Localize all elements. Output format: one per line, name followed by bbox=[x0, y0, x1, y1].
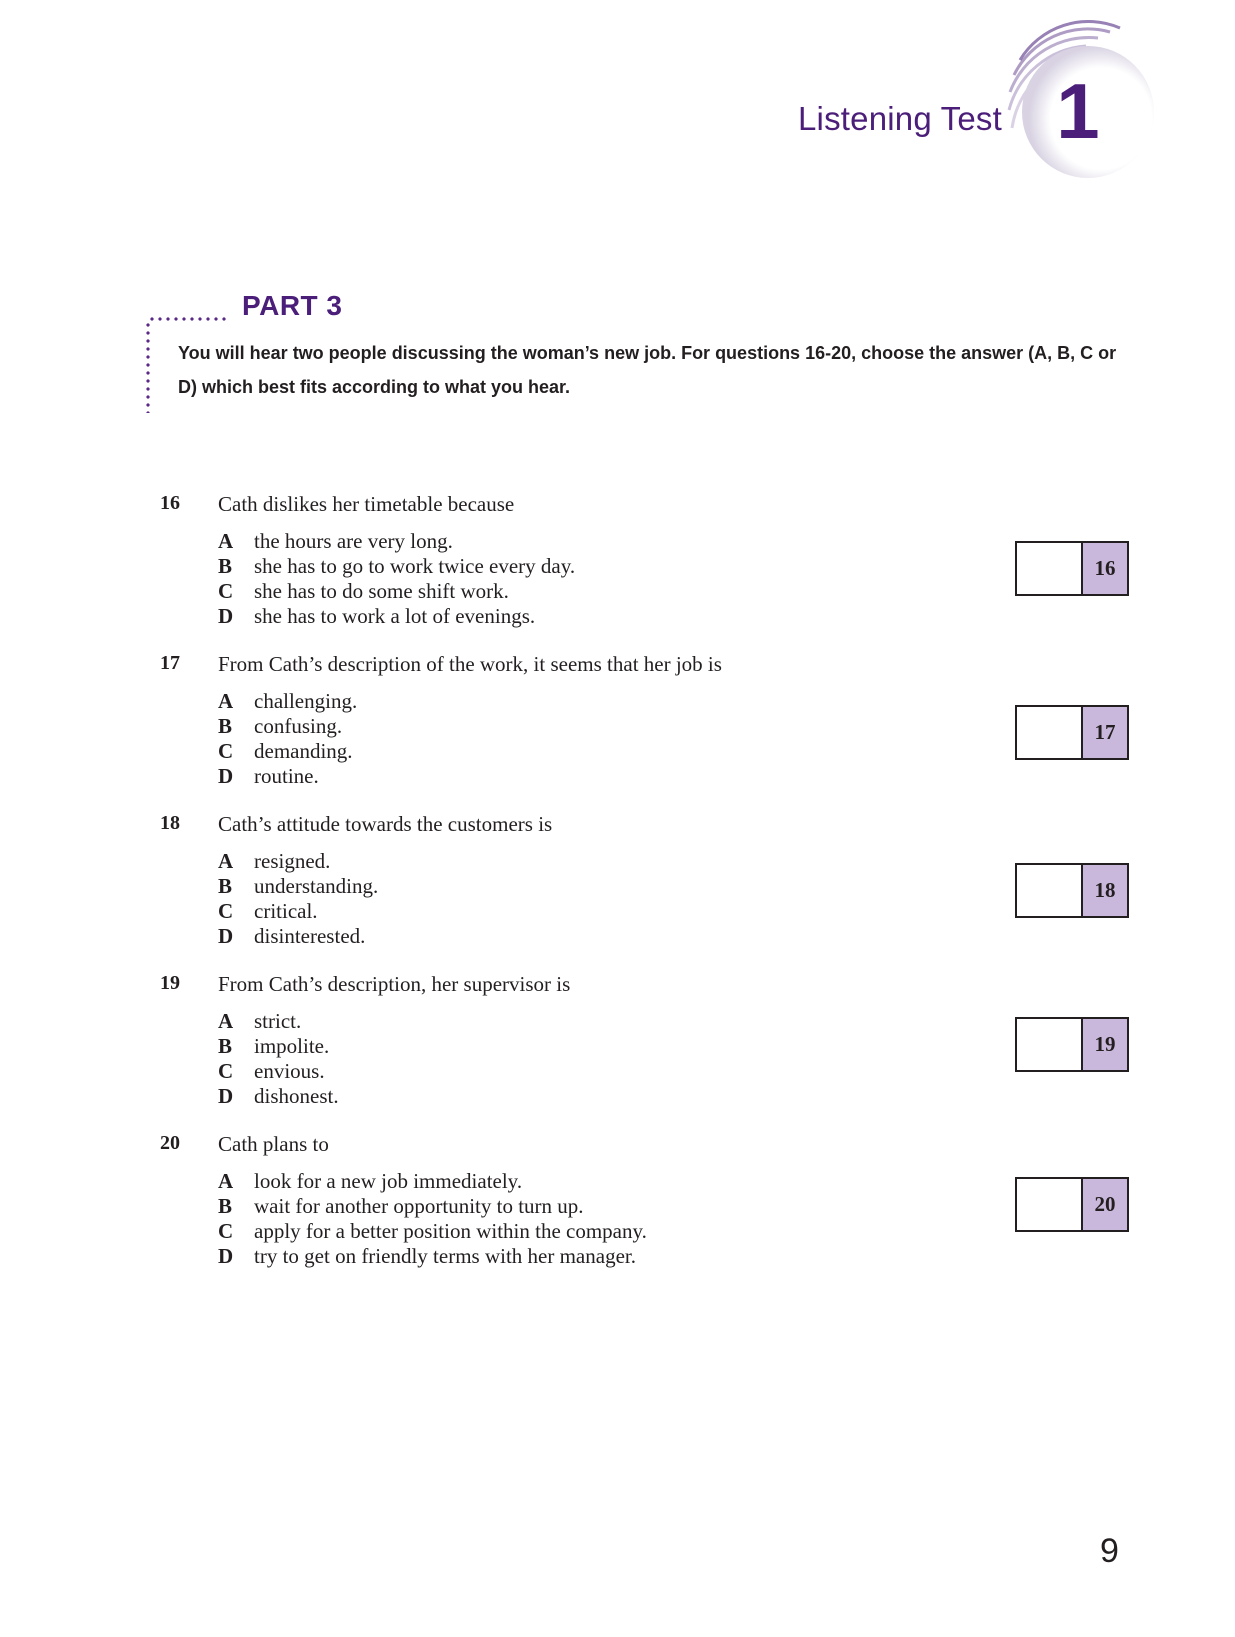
option-c[interactable]: C demanding. bbox=[218, 739, 353, 763]
answer-label: 18 bbox=[1083, 865, 1127, 916]
answer-label: 17 bbox=[1083, 707, 1127, 758]
question-stem: From Cath’s description, her supervisor is bbox=[218, 972, 571, 996]
option-d[interactable]: D try to get on friendly terms with her manager. bbox=[218, 1244, 636, 1268]
option-b[interactable]: B she has to go to work twice every day. bbox=[218, 554, 576, 578]
answer-box-17[interactable] bbox=[1015, 705, 1129, 760]
option-b[interactable]: B wait for another opportunity to turn up. bbox=[218, 1194, 584, 1218]
answer-blank[interactable] bbox=[1017, 543, 1083, 594]
option-d[interactable]: D dishonest. bbox=[218, 1084, 339, 1108]
option-c[interactable]: C she has to do some shift work. bbox=[218, 579, 509, 603]
question-number: 17 bbox=[160, 652, 180, 674]
dotted-rule-vertical bbox=[146, 321, 150, 413]
option-b[interactable]: B understanding. bbox=[218, 874, 379, 898]
answer-label: 16 bbox=[1083, 543, 1127, 594]
answer-box-19[interactable] bbox=[1015, 1017, 1129, 1072]
answer-box-16[interactable] bbox=[1015, 541, 1129, 596]
option-b[interactable]: B confusing. bbox=[218, 714, 343, 738]
option-b[interactable]: B impolite. bbox=[218, 1034, 330, 1058]
option-a[interactable]: A challenging. bbox=[218, 689, 358, 713]
option-c[interactable]: C critical. bbox=[218, 899, 318, 923]
answer-blank[interactable] bbox=[1017, 1019, 1083, 1070]
part-title: PART 3 bbox=[242, 290, 343, 321]
option-list bbox=[218, 1169, 647, 1269]
answer-blank[interactable] bbox=[1017, 707, 1083, 758]
option-list bbox=[218, 849, 378, 949]
option-list bbox=[218, 689, 357, 789]
answer-blank[interactable] bbox=[1017, 1179, 1083, 1230]
option-list bbox=[218, 529, 575, 629]
answer-box-20[interactable] bbox=[1015, 1177, 1129, 1232]
question-stem: Cath dislikes her timetable because bbox=[218, 492, 515, 516]
option-list bbox=[218, 1009, 339, 1109]
question-stem: Cath’s attitude towards the customers is bbox=[218, 812, 553, 836]
answer-box-18[interactable] bbox=[1015, 863, 1129, 918]
question-number: 18 bbox=[160, 812, 180, 834]
option-a[interactable]: A the hours are very long. bbox=[218, 529, 453, 553]
option-a[interactable]: A resigned. bbox=[218, 849, 331, 873]
question-stem: From Cath’s description of the work, it seems that her job is bbox=[218, 652, 722, 676]
test-number-badge bbox=[1000, 20, 1160, 180]
option-c[interactable]: C envious. bbox=[218, 1059, 325, 1083]
option-a[interactable]: A strict. bbox=[218, 1009, 302, 1033]
question-stem: Cath plans to bbox=[218, 1132, 329, 1156]
answer-label: 20 bbox=[1083, 1179, 1127, 1230]
option-c[interactable]: C apply for a better position within the company. bbox=[218, 1219, 647, 1243]
answer-blank[interactable] bbox=[1017, 865, 1083, 916]
part-instructions: You will hear two people discussing the woman’s new job. For questions 16-20, choose the answer (A, B, C or D) which best fits according to what you hear. bbox=[178, 343, 1117, 397]
page-number: 9 bbox=[1100, 1532, 1119, 1570]
dotted-rule-horizontal bbox=[148, 317, 230, 321]
option-d[interactable]: D routine. bbox=[218, 764, 319, 788]
question-number: 19 bbox=[160, 972, 180, 994]
question-number: 16 bbox=[160, 492, 180, 514]
option-a[interactable]: A look for a new job immediately. bbox=[218, 1169, 523, 1193]
test-number: 1 bbox=[1056, 67, 1100, 155]
option-d[interactable]: D disinterested. bbox=[218, 924, 366, 948]
answer-label: 19 bbox=[1083, 1019, 1127, 1070]
option-d[interactable]: D she has to work a lot of evenings. bbox=[218, 604, 536, 628]
page-header-title: Listening Test bbox=[798, 100, 1002, 137]
question-number: 20 bbox=[160, 1132, 180, 1154]
